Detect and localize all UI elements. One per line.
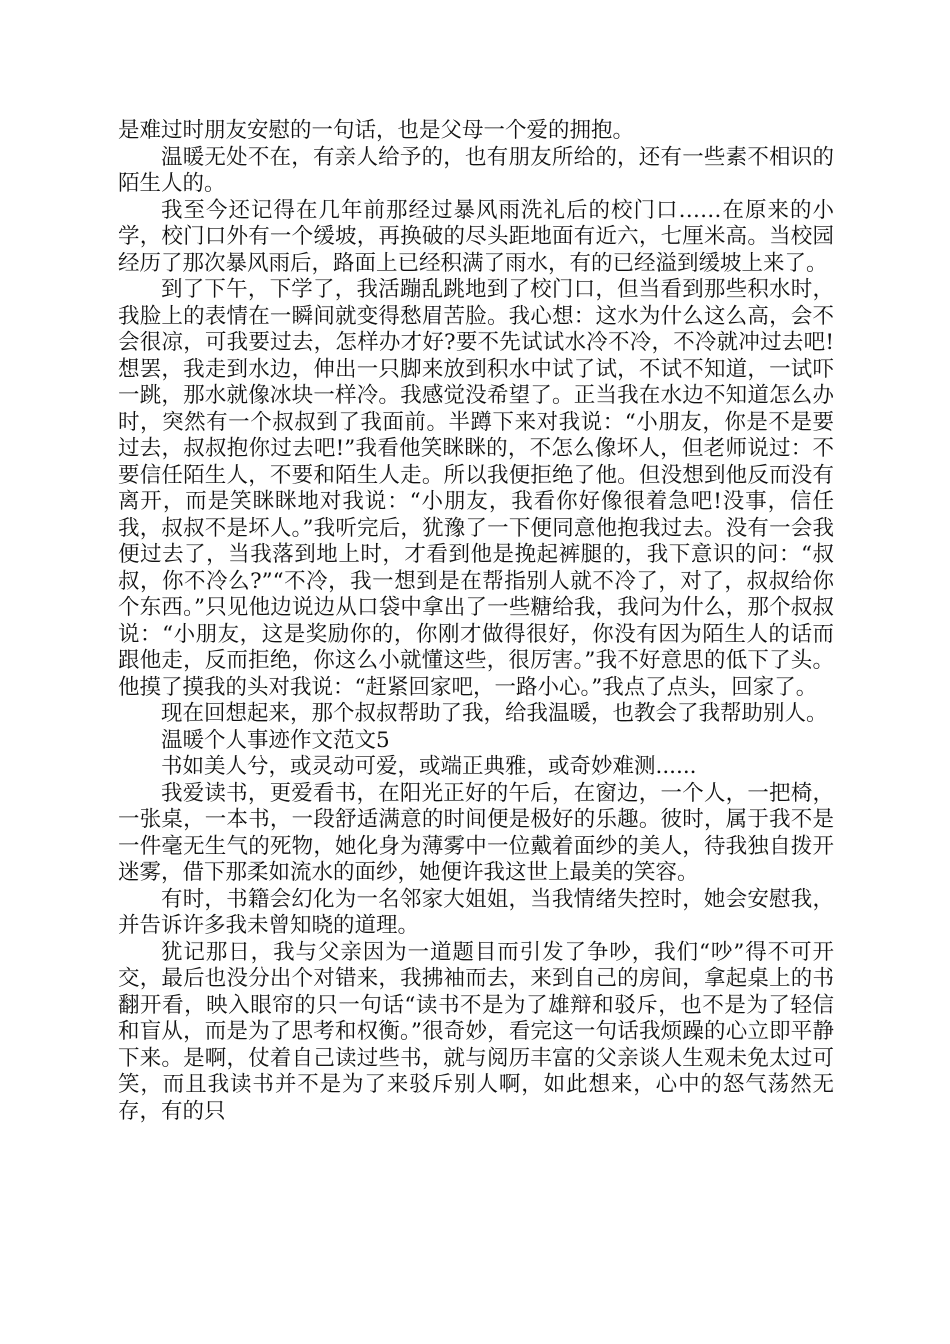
paragraph: 现在回想起来，那个叔叔帮助了我，给我温暖，也教会了我帮助别人。 <box>161 701 828 726</box>
paragraph: 我至今还记得在几年前那经过暴风雨洗礼后的校门口……在原来的小学，校门口外有一个缓坡，再换破的尽头距地面有近六，七厘米高。当校园经历了那次暴风雨后，路面上已经积满了雨水，有的已经溢到缓坡上来了。 <box>118 197 834 276</box>
paragraph: 书如美人兮，或灵动可爱，或端正典雅，或奇妙难测...... <box>161 754 697 779</box>
paragraph: 有时，书籍会幻化为一名邻家大姐姐，当我情绪失控时，她会安慰我，并告诉许多我未曾知晓的道理。 <box>118 886 834 938</box>
document-page <box>118 118 834 1125</box>
paragraph: 到了下午，下学了，我活蹦乱跳地到了校门口，但当看到那些积水时，我脸上的表情在一瞬间就变得愁眉苦脸。我心想：这水为什么这么高，会不会很凉，可我要过去，怎样办才好?要不先试试水冷不冷，不冷就冲过去吧!想罢，我走到水边，伸出一只脚来放到积水中试了试，不试不知道，一试吓一跳，那水就像冰块一样冷。我感觉没希望了。正当我在水边不知道怎么办时，突然有一个叔叔到了我面前。半蹲下来对我说：“小朋友，你是不是要过去，叔叔抱你过去吧!”我看他笑眯眯的，不怎么像坏人，但老师说过：不要信任陌生人，不要和陌生人走。所以我便拒绝了他。但没想到他反而没有离开，而是笑眯眯地对我说：“小朋友，我看你好像很着急吧!没事，信任我，叔叔不是坏人。”我听完后，犹豫了一下便同意他抱我过去。没有一会我便过去了，当我落到地上时，才看到他是挽起裤腿的，我下意识的问：“叔叔，你不冷么?”“不冷，我一想到是在帮指别人就不冷了，对了，叔叔给你个东西。”只见他边说边从口袋中拿出了一些糖给我，我问为什么，那个叔叔说：“小朋友，这是奖励你的，你刚才做得很好，你没有因为陌生人的话而跟他走，反而拒绝，你这么小就懂这些，很厉害。”我不好意思的低下了头。他摸了摸我的头对我说：“赶紧回家吧，一路小心。”我点了点头，回家了。 <box>118 277 834 700</box>
paragraph: 我爱读书，更爱看书，在阳光正好的午后，在窗边，一个人，一把椅，一张桌，一本书，一段舒适满意的时间便是极好的乐趣。彼时，属于我不是一件毫无生气的死物，她化身为薄雾中一位戴着面纱的美人，待我独自拨开迷雾，借下那柔如流水的面纱，她便许我这世上最美的笑容。 <box>118 780 834 885</box>
paragraph: 是难过时朋友安慰的一句话，也是父母一个爱的拥抱。 <box>118 118 635 143</box>
paragraph: 犹记那日，我与父亲因为一道题目而引发了争吵，我们“吵”得不可开交，最后也没分出个对错来，我拂袖而去，来到自己的房间，拿起桌上的书翻开看，映入眼帘的只一句话“读书不是为了雄辩和驳斥，也不是为了轻信和盲从，而是为了思考和权衡。”很奇妙，看完这一句话我烦躁的心立即平静下来。是啊，仗着自己读过些书，就与阅历丰富的父亲谈人生观未免太过可笑，而且我读书并不是为了来驳斥别人啊，如此想来，心中的怒气荡然无存，有的只 <box>118 939 834 1124</box>
section-heading: 温暖个人事迹作文范文5 <box>161 727 390 753</box>
paragraph: 温暖无处不在，有亲人给予的，也有朋友所给的，还有一些素不相识的陌生人的。 <box>118 144 834 196</box>
